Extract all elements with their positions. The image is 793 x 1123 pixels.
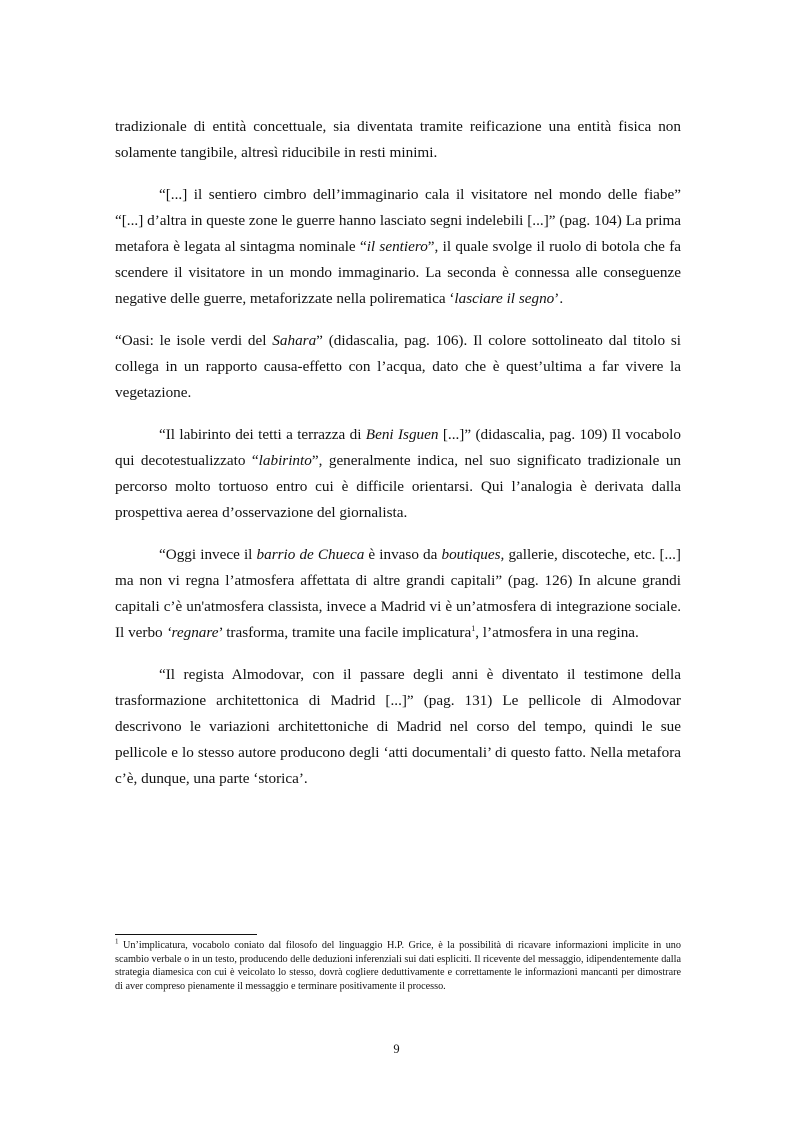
paragraph-5 <box>115 542 681 646</box>
paragraph-5-term-boutiques: boutiques, <box>441 546 505 563</box>
paragraph-2-term-sentiero: il sentiero <box>366 238 428 255</box>
paragraph-5-term-barrio-de-chueca: barrio de Chueca <box>256 546 365 563</box>
paragraph-2 <box>115 182 681 312</box>
page-number: 9 <box>393 1042 400 1056</box>
paragraph-4-term-labirinto: labirinto <box>258 452 312 469</box>
paragraph-2-part-a: “[...] il sentiero cimbro dell’immaginario cala il visitatore nel mondo delle fiabe” “[...] d’altra in queste zone le guerre hanno lasciato segni indelebili [...]” (pag. 104) La prima metafora è legata al sintagma nominale “ <box>115 186 681 255</box>
paragraph-4 <box>115 422 681 526</box>
paragraph-2-part-b: ”, il quale svolge il ruolo di botola che fa scendere il visitatore in un mondo immaginario. La seconda è connessa alle conseguenze negative delle guerre, metaforizzate nella polirematica ‘ <box>115 238 681 307</box>
paragraph-2-part-c: ’. <box>554 290 564 307</box>
footnote-separator <box>115 934 257 935</box>
footnote-1-text: Un’implicatura, vocabolo coniato dal filosofo del linguaggio H.P. Grice, è la possibilità di ricavare informazioni implicite in uno scambio verbale o in un testo, producendo delle deduzioni inferenziali sui dati espliciti. Il ricevente del messaggio, idipendentemente dalla strategia diamesica con cui è veicolato lo stesso, dovrà cogliere deduttivamente e correttamente le informazioni mancanti per dimostrare di aver compreso pienamente il messaggio e terminare positivamente il processo. <box>115 940 681 992</box>
paragraph-5-part-a: “Oggi invece il <box>159 546 257 563</box>
paragraph-1-text: tradizionale di entità concettuale, sia diventata tramite reificazione una entità fisica non solamente tangibile, altresì riducibile in resti minimi. <box>115 118 681 161</box>
paragraph-5-part-b: è invaso da <box>364 546 442 563</box>
paragraph-6-text: “Il regista Almodovar, con il passare degli anni è diventato il testimone della trasformazione architettonica di Madrid [...]” (pag. 131) Le pellicole di Almodovar descrivono le variazioni architettoniche di Madrid nel corso del tempo, quindi le sue pellicole e lo stesso autore producono degli ‘atti documentali’ di questo fatto. Nella metafora c’è, dunque, una parte ‘storica’. <box>115 666 681 787</box>
page-body <box>115 114 681 792</box>
paragraph-1 <box>115 114 681 166</box>
paragraph-4-part-b: [...]” (didascalia, pag. 109) Il vocabolo qui decotestualizzato “ <box>115 426 681 469</box>
paragraph-5-part-c: gallerie, discoteche, etc. [...] ma non vi regna l’atmosfera affettata di altre grandi capitali” (pag. 126) In alcune grandi capitali c’è un'atmosfera classista, invece a Madrid vi è un’atmosfera di integrazione sociale. Il verbo <box>115 546 681 641</box>
paragraph-6 <box>115 662 681 792</box>
footnote-reference[interactable]: 1 <box>471 623 476 633</box>
paragraph-4-part-a: “Il labirinto dei tetti a terrazza di <box>159 426 366 443</box>
footnote-marker: 1 <box>115 937 119 946</box>
paragraph-3-part-b: ” (didascalia, pag. 106). Il colore sottolineato dal titolo si collega in un rapporto causa-effetto con l’acqua, dato che è quest’ultima a far vivere la vegetazione. <box>115 332 681 401</box>
paragraph-2-term-lasciare-il-segno: lasciare il segno <box>454 290 555 307</box>
paragraph-4-part-c: ”, generalmente indica, nel suo significato tradizionale un percorso molto tortuoso entro cui è difficile orientarsi. Qui l’analogia è derivata dalla prospettiva aerea d’osservazione del giornalista. <box>115 452 682 521</box>
paragraph-5-term-regnare: ‘regnare <box>166 624 219 641</box>
paragraph-5-part-e: , l’atmosfera in una regina. <box>475 624 639 641</box>
paragraph-3 <box>115 328 681 406</box>
paragraph-3-part-a: “Oasi: le isole verdi del <box>115 332 273 349</box>
paragraph-5-part-d: ’ trasforma, tramite una facile implicatura <box>218 624 472 641</box>
footnote-area <box>115 934 681 993</box>
footnote-1 <box>115 939 681 993</box>
paragraph-4-term-beni-isguen: Beni Isguen <box>365 426 439 443</box>
paragraph-3-term-sahara: Sahara <box>272 332 317 349</box>
